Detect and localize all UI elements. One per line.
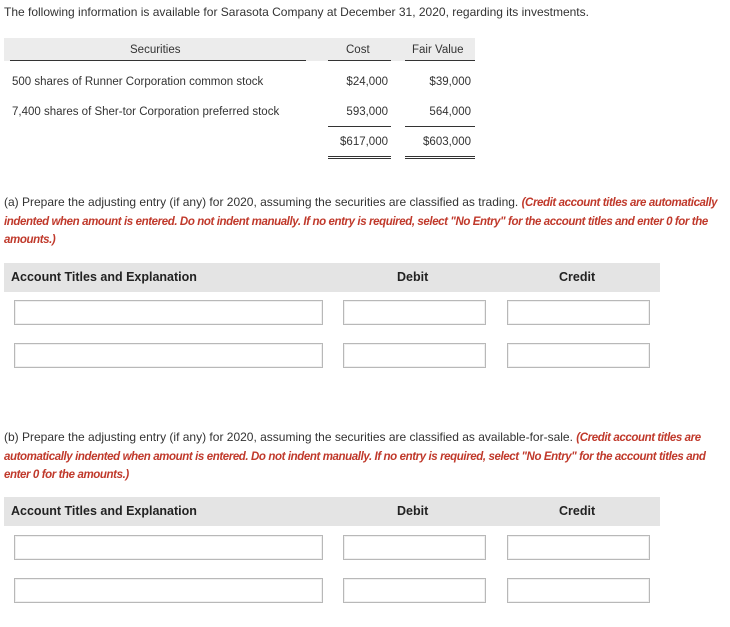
- part-b-note: (Credit account titles are automatically indented when amount is entered. Do not indent manually. If no entry is required, select "No Entry" for the account titles and enter 0 for the amounts.): [4, 432, 706, 481]
- security-name: 7,400 shares of Sher-tor Corporation preferred stock: [12, 106, 280, 118]
- fair-value-total-double-rule: [405, 156, 475, 157]
- cost-subtotal-rule: [328, 126, 391, 127]
- credit-input[interactable]: [507, 535, 650, 560]
- fair-value-header: Fair Value: [412, 44, 464, 56]
- cost-header-underline: [328, 60, 391, 61]
- debit-header: Debit: [397, 504, 429, 518]
- journal-a-header: [4, 263, 660, 292]
- debit-input[interactable]: [343, 343, 486, 368]
- credit-header: Credit: [559, 270, 596, 284]
- fair-value-subtotal-rule: [405, 126, 475, 127]
- debit-header: Debit: [397, 270, 429, 284]
- credit-input[interactable]: [507, 300, 650, 325]
- part-a-note: (Credit account titles are automatically indented when amount is entered. Do not indent manually. If no entry is required, select "No Entry" for the account titles and enter 0 for the amounts.): [4, 197, 718, 246]
- part-b-prompt: (b) Prepare the adjusting entry (if any) for 2020, assuming the securities are classified as available-for-sale.: [4, 430, 573, 444]
- debit-input[interactable]: [343, 578, 486, 603]
- securities-table-header: [4, 38, 475, 61]
- account-title-input[interactable]: [14, 300, 323, 325]
- credit-input[interactable]: [507, 343, 650, 368]
- credit-input[interactable]: [507, 578, 650, 603]
- part-a-prompt: (a) Prepare the adjusting entry (if any) for 2020, assuming the securities are classified as trading.: [4, 195, 519, 209]
- debit-input[interactable]: [343, 535, 486, 560]
- securities-header-underline: [10, 60, 306, 61]
- cost-total: $617,000: [340, 136, 388, 148]
- account-titles-header: Account Titles and Explanation: [11, 504, 197, 518]
- account-title-input[interactable]: [14, 343, 323, 368]
- account-title-input[interactable]: [14, 535, 323, 560]
- fair-value-value: $39,000: [429, 76, 471, 88]
- securities-header: Securities: [130, 44, 181, 56]
- cost-value: $24,000: [346, 76, 388, 88]
- credit-header: Credit: [559, 504, 596, 518]
- account-titles-header: Account Titles and Explanation: [11, 270, 197, 284]
- intro-text: The following information is available for Sarasota Company at December 31, 2020, regarding its investments.: [4, 5, 589, 19]
- fair-value-value: 564,000: [429, 106, 471, 118]
- cost-value: 593,000: [346, 106, 388, 118]
- security-name: 500 shares of Runner Corporation common stock: [12, 76, 264, 88]
- part-b-instructions: [4, 429, 726, 485]
- cost-total-double-rule: [328, 158, 391, 159]
- journal-b-header: [4, 497, 660, 526]
- cost-header: Cost: [346, 44, 370, 56]
- fair-value-total: $603,000: [423, 136, 471, 148]
- fair-value-header-underline: [405, 60, 475, 61]
- part-a-instructions: [4, 194, 726, 250]
- fair-value-total-double-rule: [405, 158, 475, 159]
- account-title-input[interactable]: [14, 578, 323, 603]
- debit-input[interactable]: [343, 300, 486, 325]
- cost-total-double-rule: [328, 156, 391, 157]
